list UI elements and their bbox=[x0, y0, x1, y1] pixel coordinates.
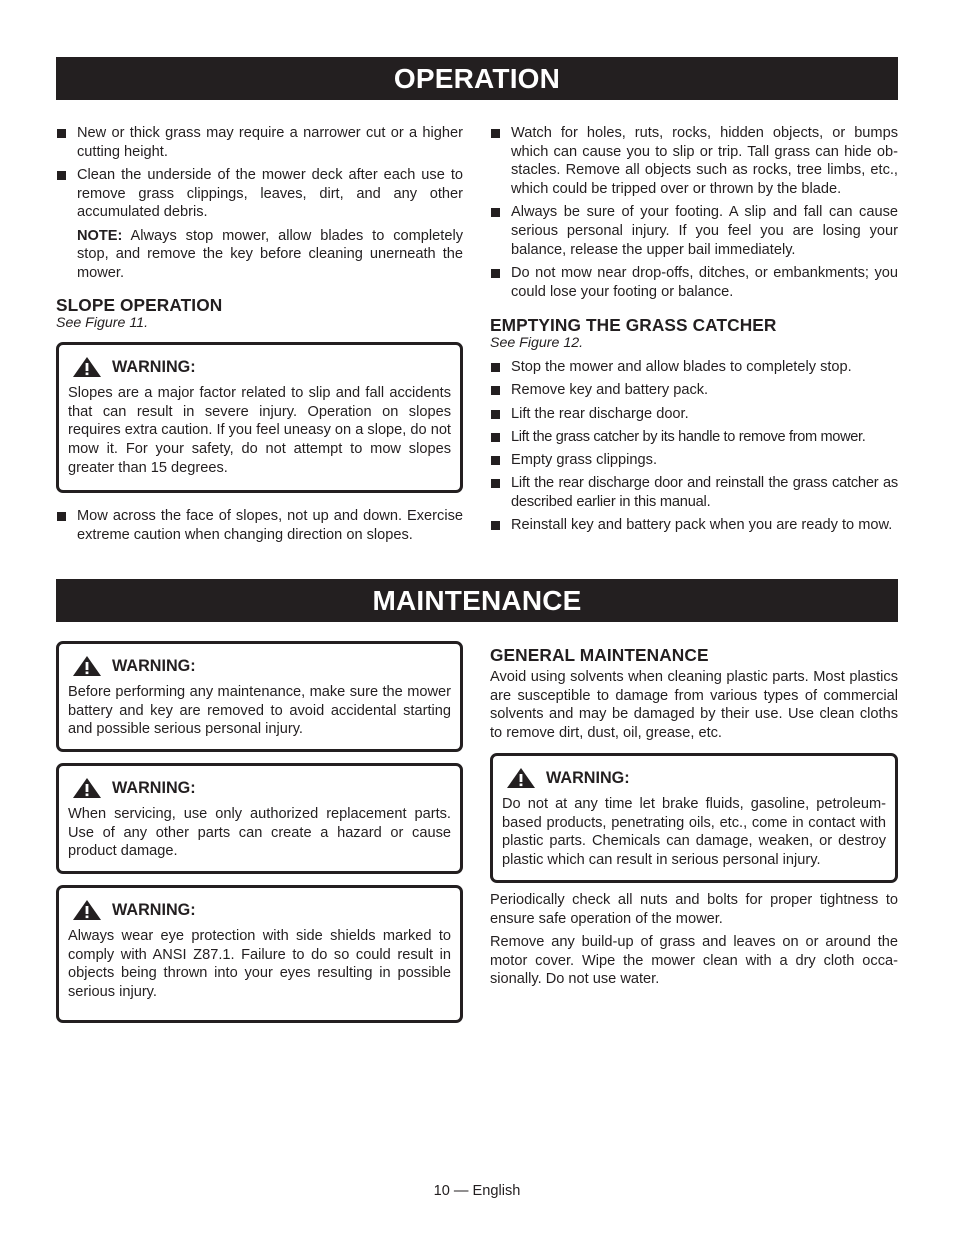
maintenance-warning-box-1 bbox=[56, 641, 463, 752]
bullet-square-icon bbox=[57, 171, 66, 180]
operation-right-column bbox=[490, 124, 898, 306]
bullet-square-icon bbox=[57, 129, 66, 138]
note-label: NOTE: bbox=[77, 227, 123, 244]
maintenance-warning-box-2 bbox=[56, 763, 463, 874]
list-item: Lift the rear discharge door. bbox=[490, 405, 898, 424]
warning-triangle-icon bbox=[72, 356, 102, 378]
list-item: Stop the mower and allow blades to completely stop. bbox=[490, 358, 898, 377]
warning-text: Always wear eye protection with side shields marked to comply with ANSI Z87.1. Failure to do so could result in objects being thrown into your eyes resulting in possible serious injury. bbox=[68, 928, 451, 1001]
bullet-square-icon bbox=[491, 456, 500, 465]
paragraph: Periodically check all nuts and bolts for proper tightness to ensure safe operation of the mower. bbox=[490, 892, 898, 927]
general-maintenance-intro: Avoid using solvents when cleaning plastic parts. Most plastics are susceptible to damage from various types of commercial solvents and may be damaged by their use. Use clean cloths to remove dirt, dust, oil, grease, etc. bbox=[490, 669, 898, 742]
bullet-square-icon bbox=[491, 410, 500, 419]
list-item: Empty grass clippings. bbox=[490, 451, 898, 470]
slope-operation-section bbox=[56, 295, 463, 332]
warning-triangle-icon bbox=[72, 777, 102, 799]
note-text: Always stop mower, allow blades to completely stop, and remove the key before cleaning unerneath the mower. bbox=[77, 227, 463, 282]
grass-catcher-see-figure: See Figure 12. bbox=[490, 335, 584, 351]
slope-heading: SLOPE OPERATION bbox=[56, 295, 223, 315]
warning-label: WARNING: bbox=[546, 768, 630, 787]
page-footer: 10 — English bbox=[433, 1183, 521, 1199]
list-item: Reinstall key and battery pack when you are ready to mow. bbox=[490, 516, 898, 535]
list-item: Lift the grass catcher by its handle to remove from mower. bbox=[490, 428, 898, 447]
grass-catcher-heading: EMPTYING THE GRASS CATCHER bbox=[490, 315, 777, 335]
warning-text: Before performing any maintenance, make sure the mower battery and key are removed to avoid accidental starting and possible serious personal injury. bbox=[68, 684, 451, 738]
list-item: Watch for holes, ruts, rocks, hidden objects, or bumps which can cause you to slip or trip. Tall grass can hide obstacles. Remove all objects such as rocks, tree limbs, etc., which could be tripped over or thrown by the blade. bbox=[490, 124, 898, 199]
warning-label: WARNING: bbox=[112, 357, 196, 376]
operation-banner bbox=[56, 57, 898, 100]
slope-see-figure: See Figure 11. bbox=[56, 315, 149, 331]
warning-triangle-icon bbox=[72, 899, 102, 921]
operation-left-column bbox=[56, 124, 463, 297]
grass-catcher-section bbox=[490, 315, 898, 540]
warning-label: WARNING: bbox=[112, 900, 196, 919]
bullet-square-icon bbox=[491, 208, 500, 217]
note bbox=[56, 227, 463, 283]
warning-text: When servicing, use only authorized replacement parts. Use of any other parts can create a hazard or cause product damage. bbox=[68, 806, 451, 860]
warning-text: Do not at any time let brake fluids, gasoline, petroleum-based products, penetrating oils, etc., come in contact with plastic parts. Chemicals can damage, weaken, or destroy plastic which can result in serious personal injury. bbox=[502, 796, 886, 869]
warning-triangle-icon bbox=[72, 655, 102, 677]
list-item: Clean the underside of the mower deck after each use to remove grass clippings, leaves, dirt, and any other accumulated debris. bbox=[56, 166, 463, 222]
warning-label: WARNING: bbox=[112, 778, 196, 797]
warning-text: Slopes are a major factor related to slip and fall accidents that can result in severe injury. Operation on slopes requires extra caution. If you feel uneasy on a slope, do not mow it. For your safety, do not attempt to mow slopes greater than 15 degrees. bbox=[68, 385, 451, 476]
bullet-square-icon bbox=[491, 386, 500, 395]
bullet-square-icon bbox=[57, 512, 66, 521]
paragraph: Remove any build-up of grass and leaves on or around the motor cover. Wipe the mower clean with a dry cloth occasionally. Do not use water. bbox=[490, 934, 898, 988]
list-item: Mow across the face of slopes, not up and down. Exercise extreme caution when changing direction on slopes. bbox=[56, 507, 463, 544]
bullet-square-icon bbox=[491, 129, 500, 138]
list-item: Lift the rear discharge door and reinstall the grass catcher as described earlier in this manual. bbox=[490, 474, 898, 511]
bullet-square-icon bbox=[491, 521, 500, 530]
general-maintenance-warning-box bbox=[490, 753, 898, 883]
maintenance-title: MAINTENANCE bbox=[372, 585, 582, 616]
slope-bullets bbox=[56, 507, 463, 549]
warning-label: WARNING: bbox=[112, 656, 196, 675]
list-item: Always be sure of your footing. A slip and fall can cause serious personal injury. If you feel you are losing your balance, release the upper bail immediately. bbox=[490, 203, 898, 259]
operation-title: OPERATION bbox=[393, 63, 561, 94]
general-maintenance-heading: GENERAL MAINTENANCE bbox=[490, 645, 709, 665]
bullet-square-icon bbox=[491, 433, 500, 442]
maintenance-banner bbox=[56, 579, 898, 622]
bullet-square-icon bbox=[491, 363, 500, 372]
slope-warning-box bbox=[56, 342, 463, 493]
list-item: Do not mow near drop-offs, ditches, or embankments; you could lose your footing or balance. bbox=[490, 264, 898, 301]
bullet-square-icon bbox=[491, 269, 500, 278]
maintenance-warning-box-3 bbox=[56, 885, 463, 1023]
list-item: Remove key and battery pack. bbox=[490, 381, 898, 400]
bullet-square-icon bbox=[491, 479, 500, 488]
general-maintenance-section bbox=[490, 645, 898, 747]
general-maintenance-paragraphs bbox=[490, 891, 898, 994]
list-item: New or thick grass may require a narrower cut or a higher cutting height. bbox=[56, 124, 463, 161]
warning-triangle-icon bbox=[506, 767, 536, 789]
